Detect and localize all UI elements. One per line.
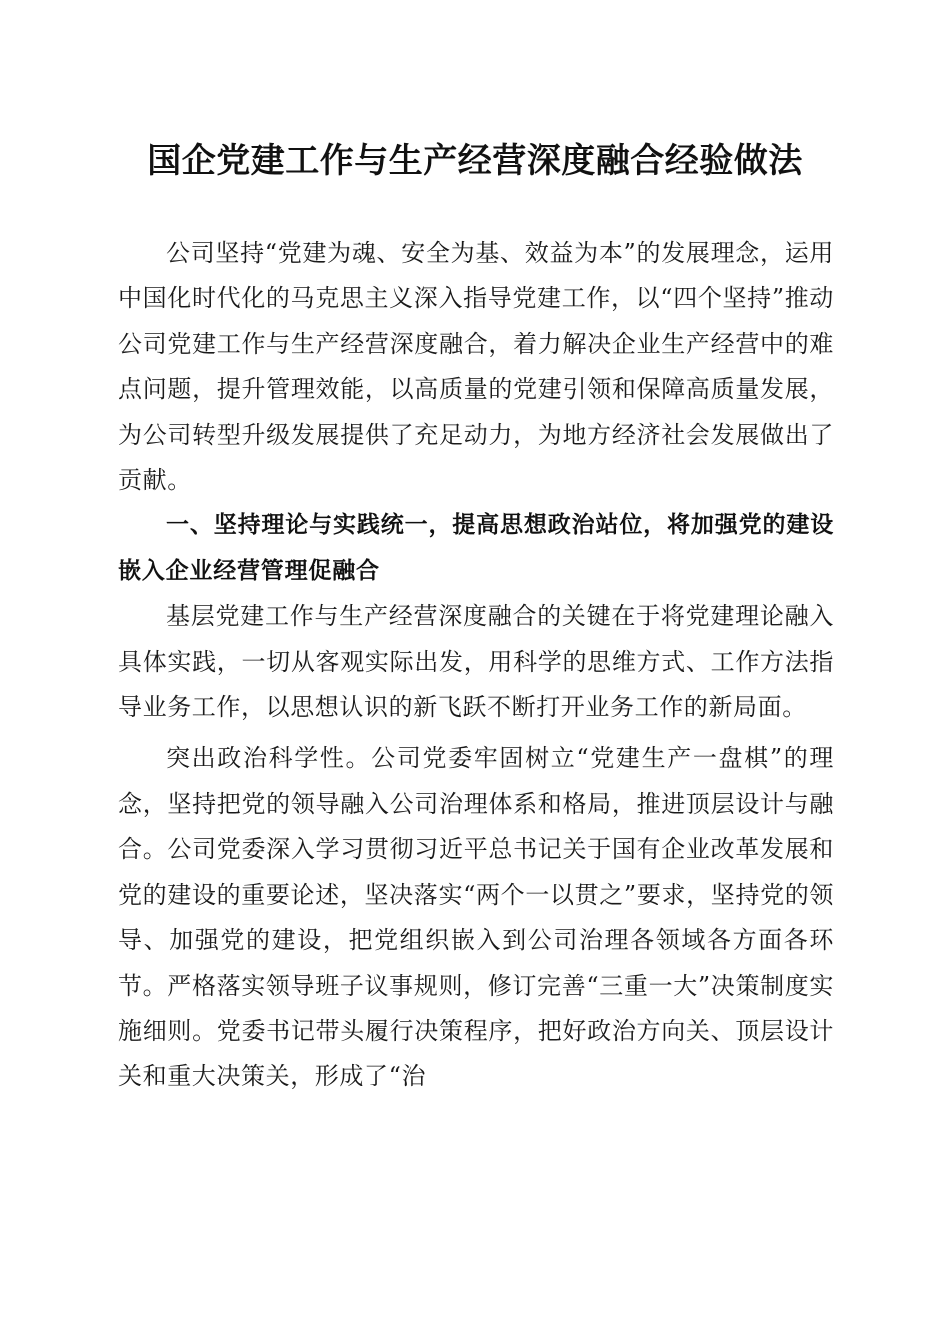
section-heading-1: 一、坚持理论与实践统一，提高思想政治站位，将加强党的建设嵌入企业经营管理促融合 xyxy=(118,512,834,584)
document-title: 国企党建工作与生产经营深度融合经验做法 xyxy=(147,141,803,181)
intro-paragraph: 公司坚持“党建为魂、安全为基、效益为本”的发展理念，运用中国化时代化的马克思主义深入指导党建工作，以“四个坚持”推动公司党建工作与生产经营深度融合，着力解决企业生产经营中的难点问题，提升管理效能，以高质量的党建引领和保障高质量发展，为公司转型升级发展提供了充足动力，为地方经济社会发展做出了贡献。 xyxy=(118,239,834,495)
body-paragraph-1: 基层党建工作与生产经营深度融合的关键在于将党建理论融入具体实践，一切从客观实际出发，用科学的思维方式、工作方法指导业务工作，以思想认识的新飞跃不断打开业务工作的新局面。 xyxy=(118,602,834,722)
document-body xyxy=(118,231,834,1100)
body-paragraph-2: 突出政治科学性。公司党委牢固树立“党建生产一盘棋”的理念，坚持把党的领导融入公司治理体系和格局，推进顶层设计与融合。公司党委深入学习贯彻习近平总书记关于国有企业改革发展和党的建设的重要论述，坚决落实“两个一以贯之”要求，坚持党的领导、加强党的建设，把党组织嵌入到公司治理各领域各方面各环节。严格落实领导班子议事规则，修订完善“三重一大”决策制度实施细则。党委书记带头履行决策程序，把好政治方向关、顶层设计关和重大决策关，形成了“治 xyxy=(118,744,834,1091)
